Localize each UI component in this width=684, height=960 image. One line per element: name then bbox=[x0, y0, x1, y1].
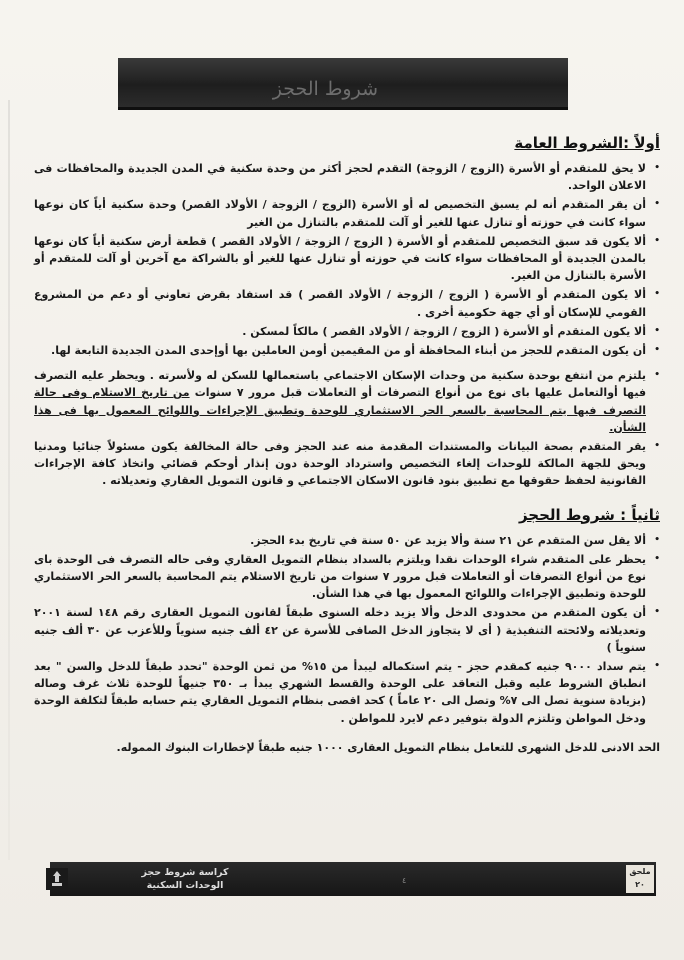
scan-edge-shadow bbox=[8, 100, 10, 860]
general-conditions-list bbox=[34, 160, 660, 490]
list-item: • ألا يكون المتقدم أو الأسرة ( الزوج / الزوجة / الأولاد القصر ) مالكاً لمسكن . bbox=[34, 323, 660, 340]
list-item: • أن يقر المتقدم أنه لم يسبق التخصيص له أو الأسرة (الزوج / الزوجة / الأولاد القصر) وحدة سكنية أياً كان نوعها سواء كانت في حوزته أو تنازل عنها للغير أو آلت للمتقدم بالتنازل من الغير bbox=[34, 198, 660, 229]
list-item: • أن يكون المتقدم من محدودى الدخل وألا يزيد دخله السنوى طبقاً لقانون التمويل العقارى رقم ١٤٨ لسنة ٢٠٠١ وتعديلاته ولائحته التنفيذية ( أى لا يتجاوز الدخل الصافى للأسرة عن ٤٢ ألف جنيه سنوياً وللأعزب عن ٣٠ ألف جنيه سنوياً ) bbox=[34, 606, 660, 654]
list-item: • يلتزم من انتفع بوحدة سكنية من وحدات الإسكان الاجتماعي باستعمالها للسكن له ولأسرته . ويحظر عليه التصرف فيها أوالتعامل عليها باى نوع من أنواع التصرفات أو التعاملات قبل مرور ٧ سنوات من تاريخ الاستلام وفى حالة التصرف فيها يتم المحاسبة بالسعر الحر الاستثماري للوحدة وتطبيق الإجراءات واللوائح المعمول بها فى هذا الشأن. bbox=[34, 369, 660, 434]
list-item: • يقر المتقدم بصحة البيانات والمستندات المقدمة منه عند الحجز وفى حالة المخالفة يكون مسئولاً جنائيا ومدنيا ويحق للجهة المالكة للوحدات إلغاء التخصيص واسترداد الوحدة دون إنذار أوحكم قضائي واتخاذ كافة الإجراءات القانونية لحفظ حقوقها مع تطبيق بنود قانون الاسكان الاجتماعي و قانون التمويل العقاري وتعديلاته . bbox=[34, 440, 660, 488]
header-title: شروط الحجز bbox=[272, 78, 378, 100]
minimum-income-note: الحد الادنى للدخل الشهرى للتعامل بنظام التمويل العقارى ١٠٠٠ جنيه طبقاً لإخطارات البنوك المموله. bbox=[116, 740, 660, 754]
list-item: • ألا يكون المتقدم أو الأسرة ( الزوج / الزوجة / الأولاد القصر ) قد استفاد بقرض تعاوني أو دعم من المشروع القومي للإسكان أو أي جهة حكومية أخرى . bbox=[34, 288, 660, 319]
footer-bar bbox=[50, 862, 656, 896]
bullet-icon: • bbox=[654, 325, 660, 336]
bullet-icon: • bbox=[654, 661, 660, 672]
bullet-icon: • bbox=[654, 289, 660, 300]
list-item: • أن يكون المتقدم للحجز من أبناء المحافظة أو من المقيمين أومن العاملين بها أوإحدى المدن الجديدة التابعة لها. bbox=[34, 342, 660, 359]
bullet-icon: • bbox=[654, 553, 660, 564]
document-body bbox=[34, 132, 660, 756]
bullet-icon: • bbox=[654, 441, 660, 452]
section-booking-conditions-heading: ثانياً : شروط الحجز bbox=[518, 505, 660, 524]
list-item: • لا يحق للمتقدم أو الأسرة (الزوج / الزوجة) التقدم لحجز أكثر من وحدة سكنية في المدن الجديدة والمحافظات فى الاعلان الواحد. bbox=[34, 162, 660, 193]
bullet-icon: • bbox=[654, 534, 660, 545]
header-banner bbox=[118, 58, 568, 110]
list-item: • ألا يقل سن المتقدم عن ٢١ سنة وألا يزيد عن ٥٠ سنة في تاريخ بدء الحجز. bbox=[34, 532, 660, 549]
annex-tag: ملحق ٢٠ bbox=[626, 865, 654, 893]
underlined-clause: من تاريخ الاستلام وفى حالة التصرف فيها يتم المحاسبة بالسعر الحر الاستثماري للوحدة وتطبيق الإجراءات واللوائح المعمول بها فى هذا الشأن. bbox=[34, 386, 646, 434]
emblem-icon bbox=[46, 868, 68, 890]
bullet-icon: • bbox=[654, 607, 660, 618]
bullet-icon: • bbox=[654, 345, 660, 356]
bullet-icon: • bbox=[654, 370, 660, 381]
list-item: • يتم سداد ٩٠٠٠ جنيه كمقدم حجز - يتم استكماله ليبدأ من ١٥% من ثمن الوحدة "تحدد طبقاً للدخل والسن " بعد انطباق الشروط عليه وقبل التعاقد على الوحدة والقسط الشهري يبدأ بـ ٣٥٠ جنيهاً للوحدة ثلاث غرف وصاله (بزيادة سنوية تصل الى ٧% وتصل الى ٢٠ عاماً ) كحد اقصى بنظام التمويل العقاري يتم حسابه طبقاً لتكلفة الوحدة ودخل المواطن وتلتزم الدولة بتوفير دعم لايرد للمواطن . bbox=[34, 660, 660, 725]
page-number: ٤ bbox=[402, 876, 407, 885]
list-item: • ألا يكون قد سبق التخصيص للمتقدم أو الأسرة ( الزوج / الزوجة / الأولاد القصر ) قطعة أرض سكنية أياً كان نوعها بالمدن الجديدة أو المحافظات سواء كانت في حوزته أو تنازل عنها للغير أو بالشراكة مع آخرين أو آلت للمتقدم أو الأسرة بالتنازل من الغير. bbox=[34, 234, 660, 283]
bullet-icon: • bbox=[654, 199, 660, 210]
footer-label: كراسة شروط حجز الوحدات السكنية bbox=[141, 867, 229, 891]
bullet-icon: • bbox=[654, 163, 660, 173]
bullet-icon: • bbox=[654, 235, 660, 246]
section-general-conditions-heading: أولاً :الشروط العامة bbox=[514, 134, 660, 152]
list-item: • يحظر على المتقدم شراء الوحدات نقدا ويلتزم بالسداد بنظام التمويل العقاري وفى حاله التصرف فى الوحدة باى نوع من أنواع التصرفات أو التعاملات قبل مرور ٧ سنوات من تاريخ الاستلام يتم المحاسبة بالسعر الحر الاستثماري للوحدة وتطبيق الإجراءات واللوائح المعمول بها في هذا الشأن. bbox=[34, 552, 660, 601]
booking-conditions-list bbox=[34, 532, 660, 727]
